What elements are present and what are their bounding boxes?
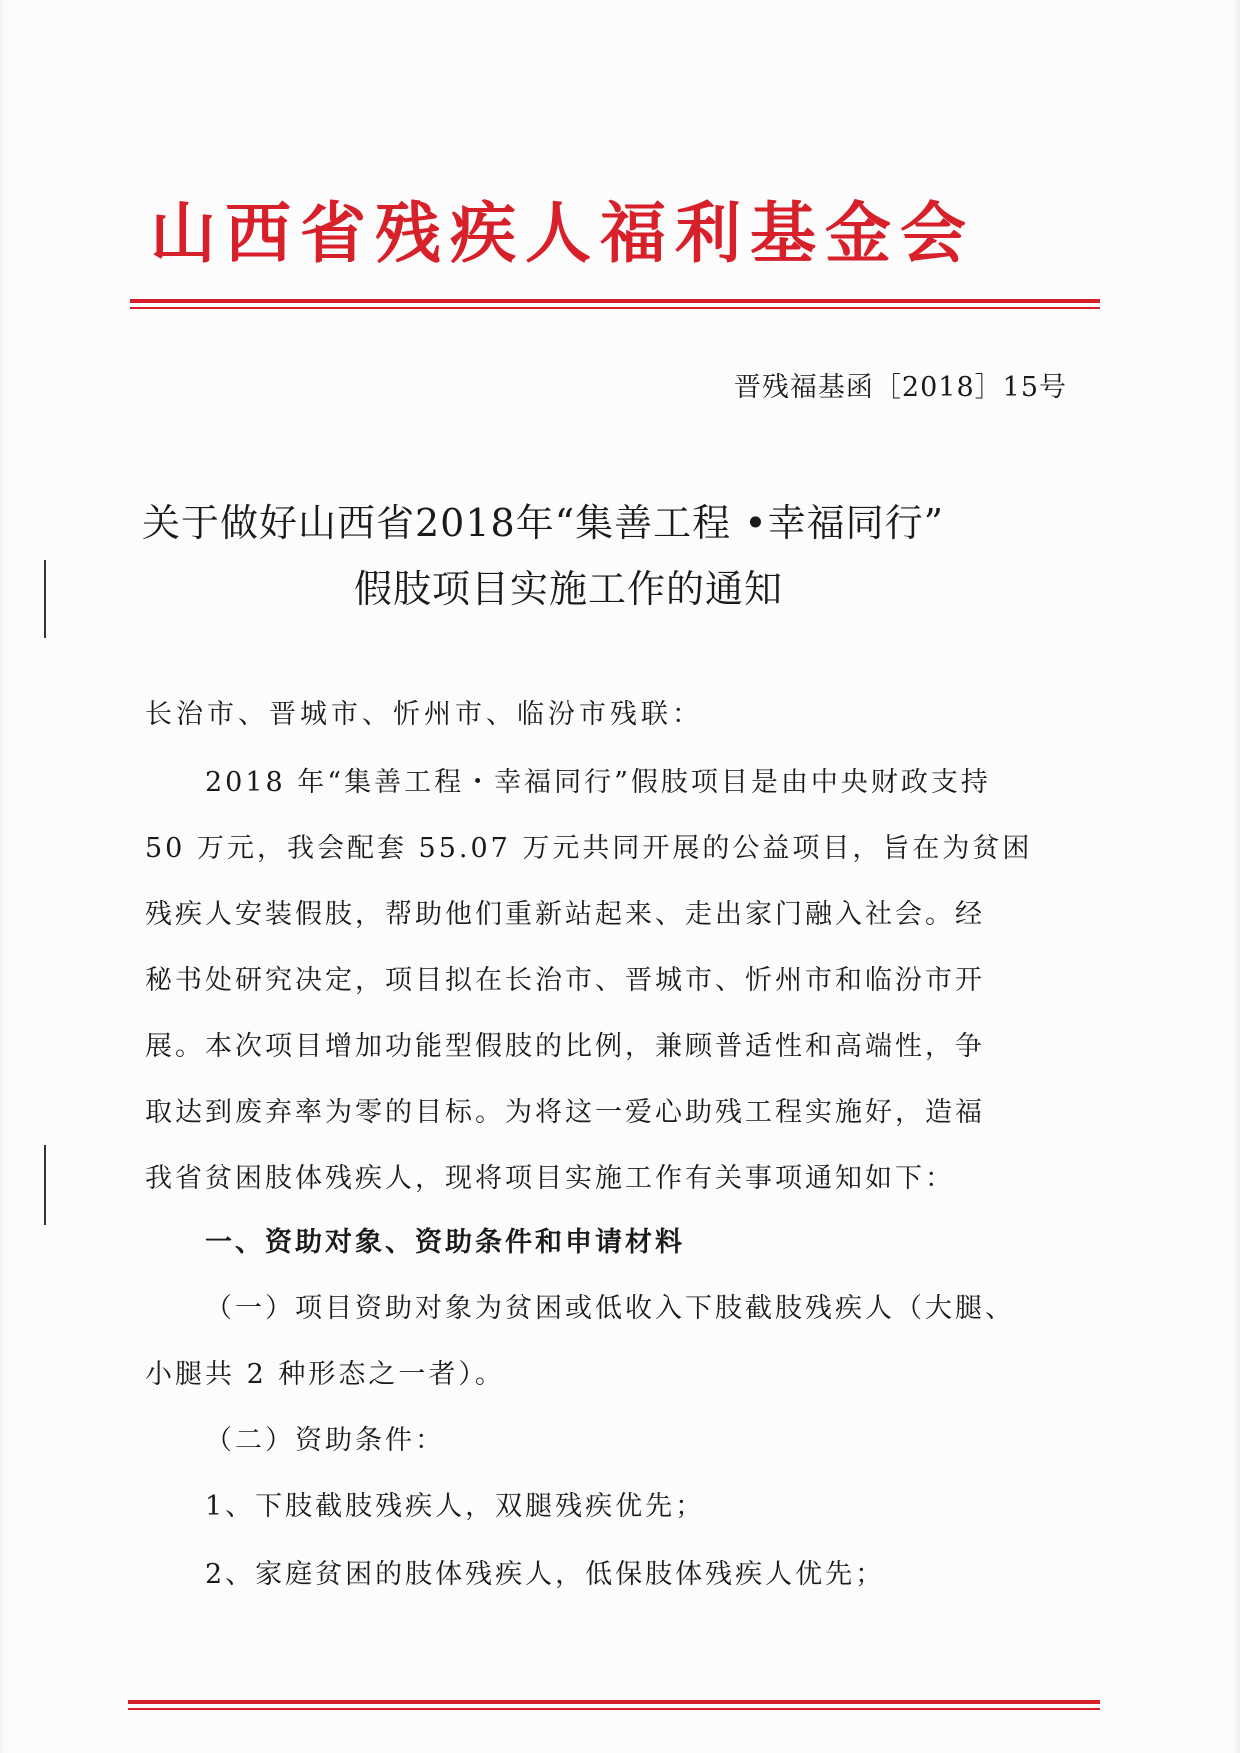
- intro-line: 50 万元，我会配套 55.07 万元共同开展的公益项目，旨在为贫困: [145, 833, 1033, 864]
- document-title-line-2: 假肢项目实施工作的通知: [354, 567, 784, 611]
- intro-line: 残疾人安装假肢，帮助他们重新站起来、走出家门融入社会。经: [145, 899, 985, 930]
- document-number: 晋残福基函［2018］15号: [733, 372, 1067, 403]
- organization-letterhead: 山西省残疾人福利基金会: [150, 194, 975, 272]
- red-rule-thick: [128, 1700, 1100, 1704]
- section-line: 小腿共 2 种形态之一者）。: [145, 1359, 505, 1390]
- section-heading: 一、资助对象、资助条件和申请材料: [205, 1227, 685, 1258]
- document-title-line-1: 关于做好山西省2018年“集善工程 •幸福同行”: [142, 501, 945, 545]
- intro-line: 2018 年“集善工程・幸福同行”假肢项目是由中央财政支持: [205, 767, 991, 798]
- intro-line: 秘书处研究决定，项目拟在长治市、晋城市、忻州市和临汾市开: [145, 965, 985, 996]
- footer-red-rule: [128, 1700, 1100, 1710]
- binding-mark: [44, 560, 46, 638]
- red-rule-thick: [130, 299, 1100, 303]
- red-rule-thin: [128, 1708, 1100, 1710]
- intro-line: 展。本次项目增加功能型假肢的比例，兼顾普适性和高端性，争: [145, 1031, 985, 1062]
- section-line: 1、下肢截肢残疾人，双腿残疾优先；: [205, 1491, 706, 1522]
- intro-line: 我省贫困肢体残疾人，现将项目实施工作有关事项通知如下：: [145, 1163, 955, 1194]
- section-line: （二）资助条件：: [205, 1425, 445, 1456]
- binding-mark: [44, 1145, 46, 1225]
- intro-line: 取达到废弃率为零的目标。为将这一爱心助残工程实施好，造福: [145, 1097, 985, 1128]
- red-rule-thin: [130, 307, 1100, 309]
- letterhead-red-rule: [130, 299, 1100, 309]
- section-line: 2、家庭贫困的肢体残疾人，低保肢体残疾人优先；: [205, 1559, 886, 1590]
- addressee: 长治市、晋城市、忻州市、临汾市残联：: [145, 699, 703, 730]
- section-line: （一）项目资助对象为贫困或低收入下肢截肢残疾人（大腿、: [205, 1293, 1015, 1324]
